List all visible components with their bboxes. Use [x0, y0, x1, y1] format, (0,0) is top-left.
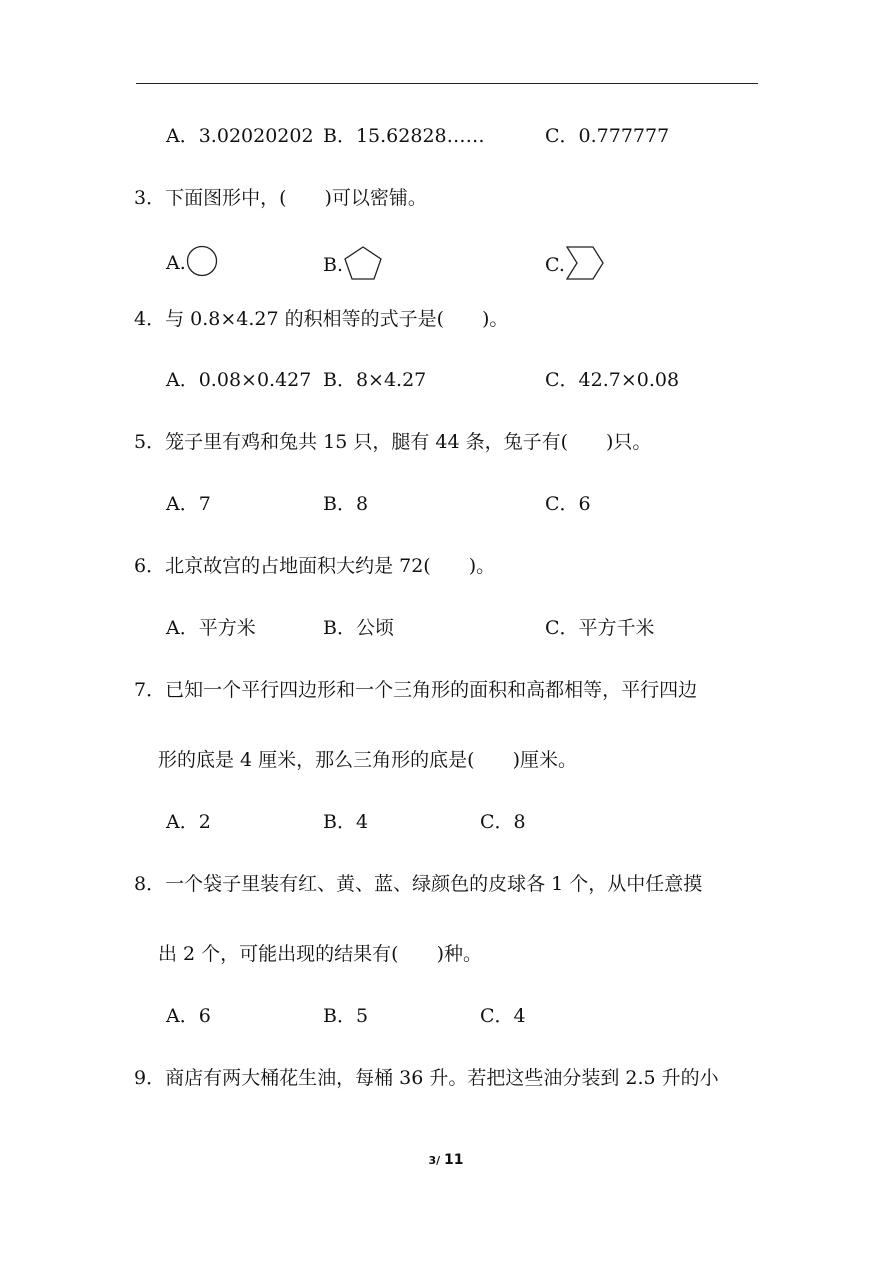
pentagon-icon	[343, 245, 383, 287]
q3-option-c-label: C.	[545, 254, 565, 276]
q5-stem: 5．笼子里有鸡和兔共 15 只，腿有 44 条，兔子有( )只。	[134, 431, 652, 453]
circle-icon	[186, 245, 218, 283]
q6-stem: 6．北京故宫的占地面积大约是 72( )。	[134, 555, 496, 577]
page-separator: /	[436, 1154, 445, 1167]
q7-option-c[interactable]: C．8	[480, 811, 526, 833]
q4-stem: 4．与 0.8×4.27 的积相等的式子是( )。	[134, 308, 509, 330]
q3-option-a[interactable]	[166, 245, 218, 283]
q8-stem-line1: 8．一个袋子里装有红、黄、蓝、绿颜色的皮球各 1 个，从中任意摸	[134, 873, 703, 895]
q3-option-b[interactable]	[323, 245, 383, 287]
q7-stem-line1: 7．已知一个平行四边形和一个三角形的面积和高都相等，平行四边	[134, 679, 698, 701]
page-current: 3	[428, 1154, 437, 1167]
q5-option-c[interactable]: C．6	[545, 493, 591, 515]
page-number	[0, 1152, 892, 1168]
q3-option-b-label: B.	[323, 254, 344, 276]
q7-option-a[interactable]: A．2	[166, 811, 211, 833]
q5-option-a[interactable]: A．7	[166, 493, 211, 515]
q2-option-a[interactable]: A．3.02020202	[166, 125, 314, 147]
hexagon-icon	[565, 245, 605, 287]
page-total: 11	[444, 1152, 464, 1168]
header-rule	[136, 83, 758, 84]
q3-option-c[interactable]	[545, 245, 605, 287]
q8-stem-line2: 出 2 个，可能出现的结果有( )种。	[158, 943, 482, 965]
q6-option-c[interactable]: C．平方千米	[545, 617, 655, 639]
q4-option-c[interactable]: C．42.7×0.08	[545, 369, 680, 391]
q7-option-b[interactable]: B．4	[323, 811, 369, 833]
q6-option-b[interactable]: B．公顷	[323, 617, 394, 639]
q8-option-b[interactable]: B．5	[323, 1005, 369, 1027]
q8-option-a[interactable]: A．6	[166, 1005, 211, 1027]
q6-option-a[interactable]: A．平方米	[166, 617, 256, 639]
q2-option-b[interactable]: B．15.62828……	[323, 125, 485, 147]
q4-option-b[interactable]: B．8×4.27	[323, 369, 427, 391]
q3-option-a-label: A.	[166, 252, 186, 274]
q8-option-c[interactable]: C．4	[480, 1005, 526, 1027]
q2-option-c[interactable]: C．0.777777	[545, 125, 670, 147]
q7-stem-line2: 形的底是 4 厘米，那么三角形的底是( )厘米。	[158, 749, 577, 771]
q4-option-a[interactable]: A．0.08×0.427	[166, 369, 312, 391]
q9-stem-line1: 9．商店有两大桶花生油，每桶 36 升。若把这些油分装到 2.5 升的小	[134, 1067, 719, 1089]
q3-stem: 3．下面图形中，( )可以密铺。	[134, 187, 427, 209]
q5-option-b[interactable]: B．8	[323, 493, 369, 515]
